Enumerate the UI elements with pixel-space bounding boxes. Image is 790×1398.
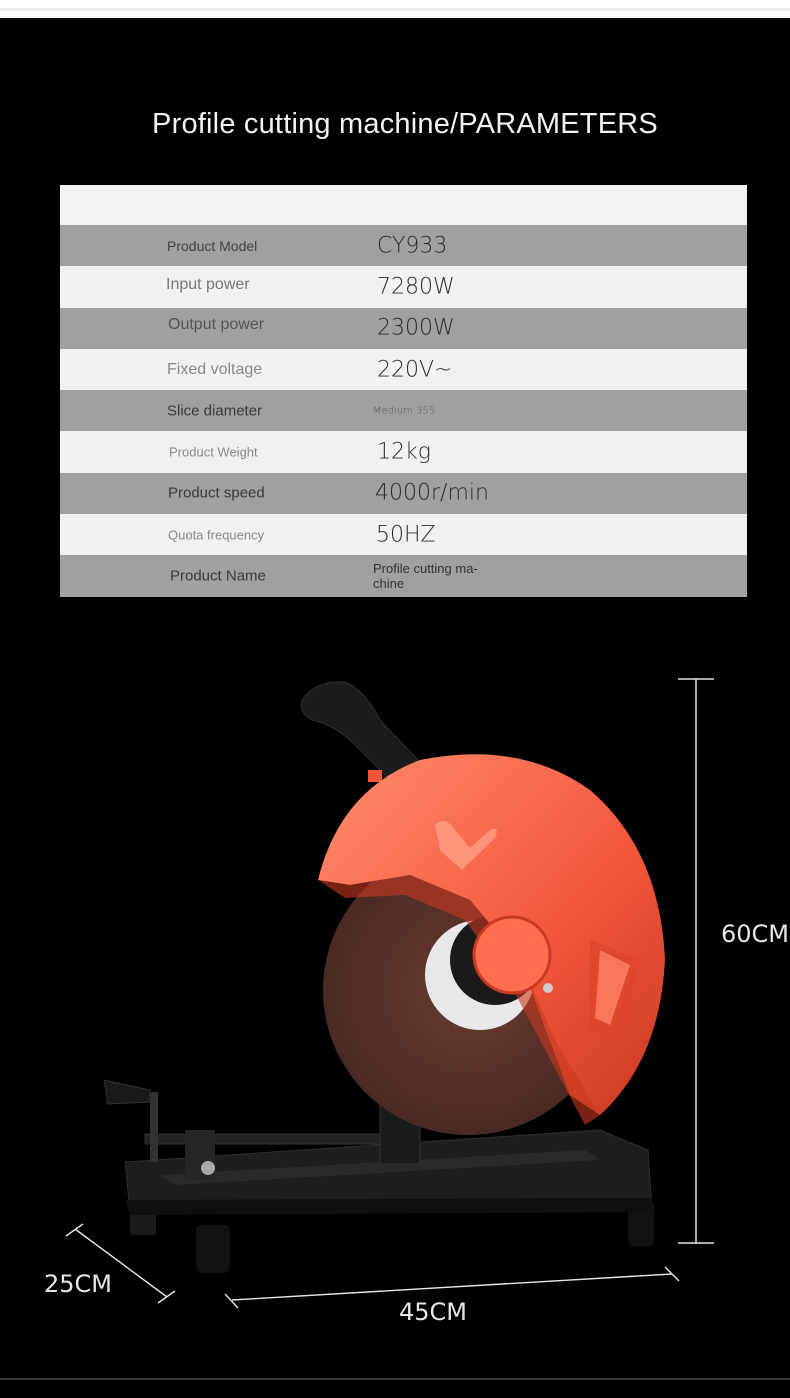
spec-label: Slice diameter <box>167 402 263 420</box>
depth-dimension-label: 25CM <box>44 1270 113 1298</box>
spec-label: Product Model <box>167 237 258 254</box>
spec-value: Medium 355 <box>373 405 436 417</box>
spec-label: Input power <box>166 275 250 293</box>
spec-row <box>60 555 747 596</box>
spec-row <box>60 225 747 266</box>
spec-value: 4000r/min <box>375 480 489 506</box>
spec-label: Product speed <box>168 484 265 502</box>
spec-row <box>60 431 747 472</box>
spec-label: Quota frequency <box>168 527 265 543</box>
spec-value: 2300W <box>377 315 455 341</box>
width-dimension-label: 45CM <box>399 1298 468 1326</box>
spec-label: Product Name <box>170 567 266 585</box>
spec-row <box>60 308 747 349</box>
spec-value: 7280W <box>377 274 455 300</box>
spec-value: 12kg <box>377 439 431 465</box>
spec-label: Product Weight <box>169 444 258 460</box>
cutting-machine-illustration <box>0 640 790 1380</box>
spec-row <box>60 349 747 390</box>
spec-row <box>60 473 747 514</box>
spec-row <box>60 266 747 307</box>
bottom-divider <box>0 1378 790 1380</box>
spec-label: Output power <box>168 315 265 333</box>
spec-table-header <box>60 185 747 225</box>
spec-value: 220V~ <box>377 357 453 383</box>
spec-value: CY933 <box>377 233 448 259</box>
height-dimension-label: 60CM <box>721 920 790 948</box>
spec-table <box>60 185 747 597</box>
page-title: Profile cutting machine/PARAMETERS <box>152 108 658 140</box>
top-strip <box>0 0 790 18</box>
spec-row <box>60 390 747 431</box>
spec-value: Profile cutting ma- chine <box>373 561 478 592</box>
product-illustration-area <box>0 640 790 1380</box>
spec-label: Fixed voltage <box>167 360 263 378</box>
spec-row <box>60 514 747 555</box>
spec-value: 50HZ <box>376 522 436 548</box>
